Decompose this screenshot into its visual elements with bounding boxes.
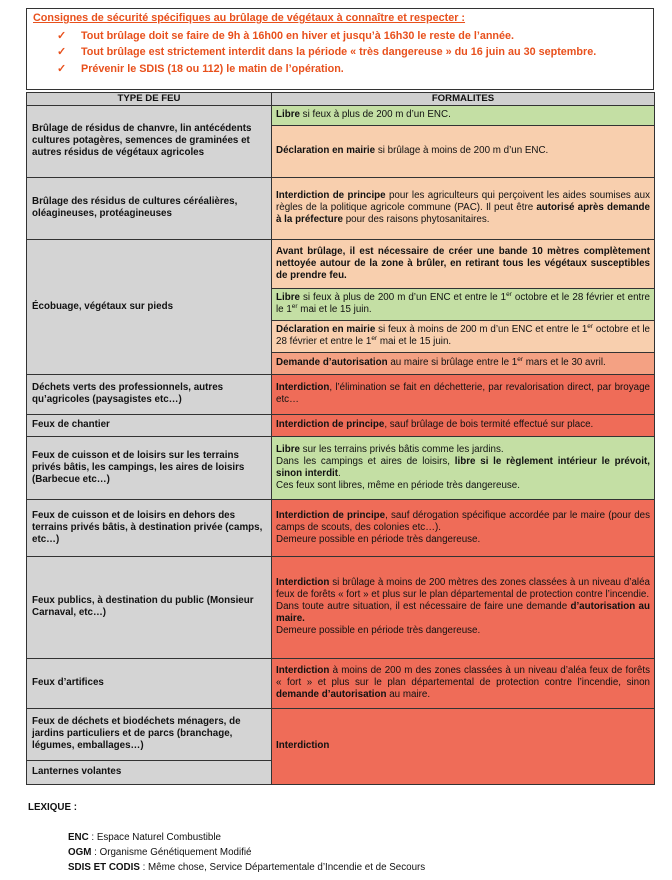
formalite-cell: Demande d’autorisation au maire si brûlage entre le 1er mars et le 30 avril.	[272, 352, 655, 374]
check-icon: ✓	[57, 30, 67, 43]
safety-item: ✓ Tout brûlage est strictement interdit dans la période « très dangereuse » du 16 juin au 30 septembre.	[57, 46, 597, 59]
table-row	[27, 239, 655, 288]
formalite-cell: Interdiction de principe, sauf dérogation spécifique accordée par le maire (pour des camps de scouts, des colonies etc…). Demeure possible en période très dangereuse.	[272, 499, 655, 556]
fire-type-cell: Feux de cuisson et de loisirs en dehors des terrains privés bâtis, à destination privée (camps, etc…)	[27, 499, 272, 556]
fire-type-cell: Feux de cuisson et de loisirs sur les terrains privés bâtis, les campings, les aires de loisirs (Barbecue etc…)	[27, 436, 272, 499]
table-row	[27, 556, 655, 658]
formalite-cell: Interdiction de principe, sauf brûlage de bois termité effectué sur place.	[272, 414, 655, 436]
lexique-title: LEXIQUE :	[28, 802, 77, 813]
table-row	[27, 436, 655, 499]
formalite-cell: Avant brûlage, il est nécessaire de créer une bande 10 mètres complètement nettoyée autour de la zone à brûler, en retirant tous les végétaux susceptibles de prendre feu.	[272, 239, 655, 288]
formalite-cell: Libre sur les terrains privés bâtis comme les jardins. Dans les campings et aires de loisirs, libre si le règlement intérieur le prévoit, sinon interdit. Ces feux sont libres, même en période très dangereuse.	[272, 436, 655, 499]
table-row	[27, 177, 655, 239]
table-row	[27, 105, 655, 125]
formalite-cell: Déclaration en mairie si feux à moins de 200 m d’un ENC et entre le 1er octobre et le 28 février et entre le 1er mai et le 15 juin.	[272, 320, 655, 352]
lexique-entry: ENC : Espace Naturel Combustible	[68, 832, 222, 843]
fire-type-cell: Lanternes volantes	[27, 760, 272, 784]
check-icon: ✓	[57, 46, 67, 59]
table-row	[27, 658, 655, 708]
table-row	[27, 499, 655, 556]
formalite-cell: Interdiction à moins de 200 m des zones classées à un niveau d’aléa feux de forêts « fort » et plus sur le plan départemental de protection contre l’incendie, sinon demande d’autorisation au maire.	[272, 658, 655, 708]
fire-type-cell: Écobuage, végétaux sur pieds	[27, 239, 272, 374]
formalite-cell: Libre si feux à plus de 200 m d’un ENC.	[272, 105, 655, 125]
fire-type-cell: Brûlage des résidus de cultures céréalières, oléagineuses, protéagineuses	[27, 177, 272, 239]
formalite-cell: Interdiction, l’élimination se fait en déchetterie, par revalorisation direct, par broyage etc…	[272, 374, 655, 414]
fire-type-cell: Déchets verts des professionnels, autres qu’agricoles (paysagistes etc…)	[27, 374, 272, 414]
check-icon: ✓	[57, 62, 67, 75]
table-header-row	[27, 93, 655, 106]
formalite-cell: Interdiction de principe pour les agriculteurs qui perçoivent les aides soumises aux règles de la politique agricole commune (PAC). Il peut être autorisé après demande à la préfecture pour des raisons phytosanitaires.	[272, 177, 655, 239]
safety-item: ✓ Prévenir le SDIS (18 ou 112) le matin de l’opération.	[57, 62, 344, 75]
safety-instructions-box	[26, 8, 654, 90]
formalite-cell: Interdiction	[272, 708, 655, 784]
formalite-cell: Déclaration en mairie si brûlage à moins de 200 m d’un ENC.	[272, 125, 655, 177]
safety-item: ✓ Tout brûlage doit se faire de 9h à 16h00 en hiver et jusqu’à 16h30 le reste de l’année.	[57, 30, 515, 43]
formalite-cell: Interdiction si brûlage à moins de 200 mètres des zones classées à un niveau d’aléa feux de forêts « fort » et plus sur le plan départemental de protection contre l’incendie. Dans toute autre situation, il est nécessaire de faire une demande d’autorisation au maire. Demeure possible en période très dangereuse.	[272, 556, 655, 658]
lexique-entry: OGM : Organisme Génétiquement Modifié	[68, 847, 252, 858]
fire-type-cell: Brûlage de résidus de chanvre, lin antécédents cultures potagères, semences de graminées et autres résidus de végétaux agricoles	[27, 105, 272, 177]
fire-type-cell: Feux publics, à destination du public (Monsieur Carnaval, etc…)	[27, 556, 272, 658]
fire-type-cell: Feux de déchets et biodéchets ménagers, de jardins particuliers et de parcs (branchage, légumes, emballages…)	[27, 708, 272, 760]
header-type: TYPE DE FEU	[27, 93, 272, 106]
header-formalites: FORMALITES	[272, 93, 655, 106]
safety-instructions-title: Consignes de sécurité spécifiques au brûlage de végétaux à connaître et respecter :	[33, 12, 466, 24]
fire-type-cell: Feux de chantier	[27, 414, 272, 436]
fire-rules-table	[26, 92, 655, 785]
table-row	[27, 708, 655, 760]
lexique-entry: SDIS ET CODIS : Même chose, Service Départementale d’Incendie et de Secours	[68, 862, 426, 873]
table-row	[27, 374, 655, 414]
formalite-cell: Libre si feux à plus de 200 m d’un ENC et entre le 1er octobre et le 28 février et entre le 1er mai et le 15 juin.	[272, 288, 655, 320]
fire-type-cell: Feux d’artifices	[27, 658, 272, 708]
table-row	[27, 414, 655, 436]
